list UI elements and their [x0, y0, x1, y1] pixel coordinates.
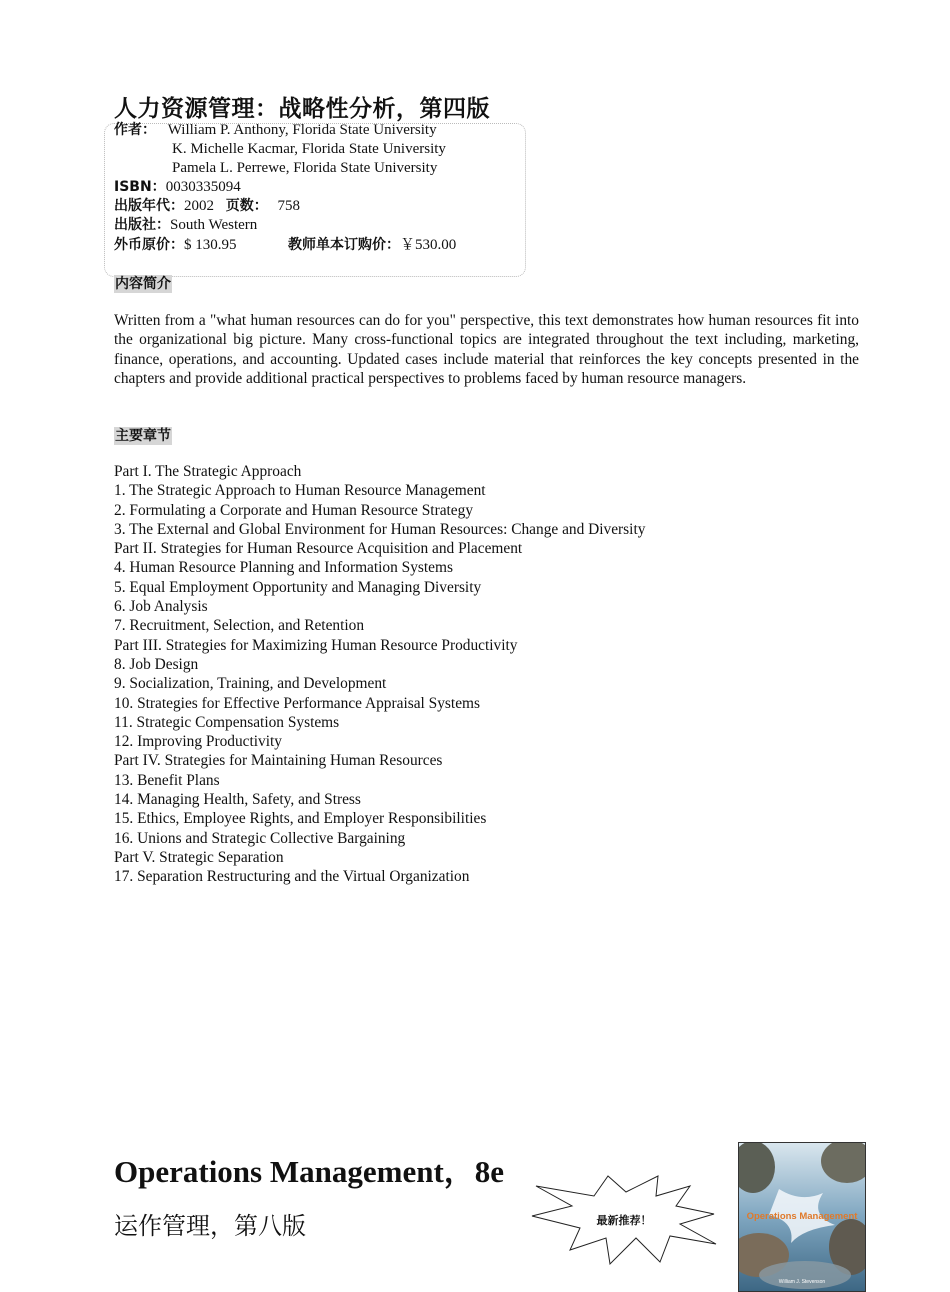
- author-name: K. Michelle Kacmar, Florida State University: [172, 141, 446, 157]
- pages-label: 页数：: [225, 198, 268, 214]
- chapter-item: 14. Managing Health, Safety, and Stress: [114, 791, 361, 809]
- isbn-value: 0030335094: [165, 179, 241, 195]
- chapter-item: 11. Strategic Compensation Systems: [114, 713, 340, 731]
- chapter-item: 1. The Strategic Approach to Human Resource Management: [114, 482, 486, 500]
- chapter-item: Part I. The Strategic Approach: [114, 463, 302, 480]
- chapter-item: 7. Recruitment, Selection, and Retention: [114, 617, 365, 635]
- chapter-item: 6. Job Analysis: [114, 598, 208, 616]
- author-name: William P. Anthony, Florida State University: [167, 122, 437, 138]
- price-row: [114, 236, 237, 255]
- chapter-item: 17. Separation Restructuring and the Virtual Organization: [114, 868, 470, 886]
- book2-title-cn: 运作管理，第八版: [114, 1212, 306, 1240]
- chapter-list: [114, 462, 645, 887]
- chapter-item: Part IV. Strategies for Maintaining Human Resources: [114, 752, 443, 770]
- isbn-row: [114, 178, 241, 197]
- teacher-price-row: [288, 236, 456, 255]
- chapter-item: 10. Strategies for Effective Performance Appraisal Systems: [114, 694, 480, 712]
- chapter-item: 5. Equal Employment Opportunity and Managing Diversity: [114, 578, 482, 596]
- chapter-item: 13. Benefit Plans: [114, 771, 220, 789]
- chapter-item: Part II. Strategies for Human Resource Acquisition and Placement: [114, 540, 523, 558]
- chapter-item: 9. Socialization, Training, and Development: [114, 675, 387, 693]
- recommend-burst-badge: [528, 1172, 720, 1266]
- teacher-price-label: 教师单本订购价：: [288, 237, 400, 253]
- chapter-item: 4. Human Resource Planning and Information Systems: [114, 559, 453, 577]
- book-cover-image: [738, 1142, 866, 1292]
- foreign-price-label: 外币原价：: [114, 237, 184, 253]
- chapter-item: 15. Ethics, Employee Rights, and Employer Responsibilities: [114, 810, 487, 828]
- year-label: 出版年代：: [114, 198, 184, 214]
- chapter-item: 8. Job Design: [114, 655, 199, 673]
- isbn-label: ISBN：: [114, 179, 166, 195]
- chapter-item: 3. The External and Global Environment for Human Resources: Change and Diversity: [114, 520, 646, 538]
- author-name: Pamela L. Perrewe, Florida State University: [172, 160, 438, 176]
- cover-author: William J. Stevenson: [778, 1279, 826, 1285]
- publisher-row: [114, 216, 257, 235]
- chapter-item: 2. Formulating a Corporate and Human Resource Strategy: [114, 501, 474, 519]
- year-value: 2002: [184, 198, 214, 214]
- chapter-item: Part III. Strategies for Maximizing Human Resource Productivity: [114, 636, 518, 654]
- cover-title: Operations Management: [746, 1211, 858, 1222]
- publisher-value: South Western: [170, 217, 258, 233]
- publisher-label: 出版社：: [114, 217, 170, 233]
- summary-heading: 内容简介: [115, 276, 171, 292]
- teacher-price-value: ￥530.00: [400, 237, 457, 253]
- year-pages-row: [114, 197, 300, 216]
- badge-text: 最新推荐！: [596, 1214, 652, 1227]
- chapters-heading: 主要章节: [115, 428, 171, 444]
- summary-text: Written from a "what human resources can do for you" perspective, this text demonstrates how human resources fit into the organizational big picture. Many cross-functional topics are integrated throughout the text including, marketing, finance, operations, and accounting. Updated cases include material that reinforces the key concepts presented in the chapters and provide additional practical perspectives to problems faced by human resource managers.: [114, 312, 859, 387]
- chapter-item: 16. Unions and Strategic Collective Bargaining: [114, 829, 406, 847]
- book-title-cn: 人力资源管理：战略性分析，第四版: [114, 96, 490, 122]
- chapter-item: 12. Improving Productivity: [114, 733, 283, 751]
- foreign-price-value: $ 130.95: [184, 237, 237, 253]
- authors-row: [114, 121, 437, 140]
- chapter-item: Part V. Strategic Separation: [114, 848, 284, 866]
- book2-title-en: Operations Management，8e: [114, 1154, 505, 1189]
- pages-value: 758: [277, 198, 300, 214]
- author-label: 作者：: [114, 122, 156, 138]
